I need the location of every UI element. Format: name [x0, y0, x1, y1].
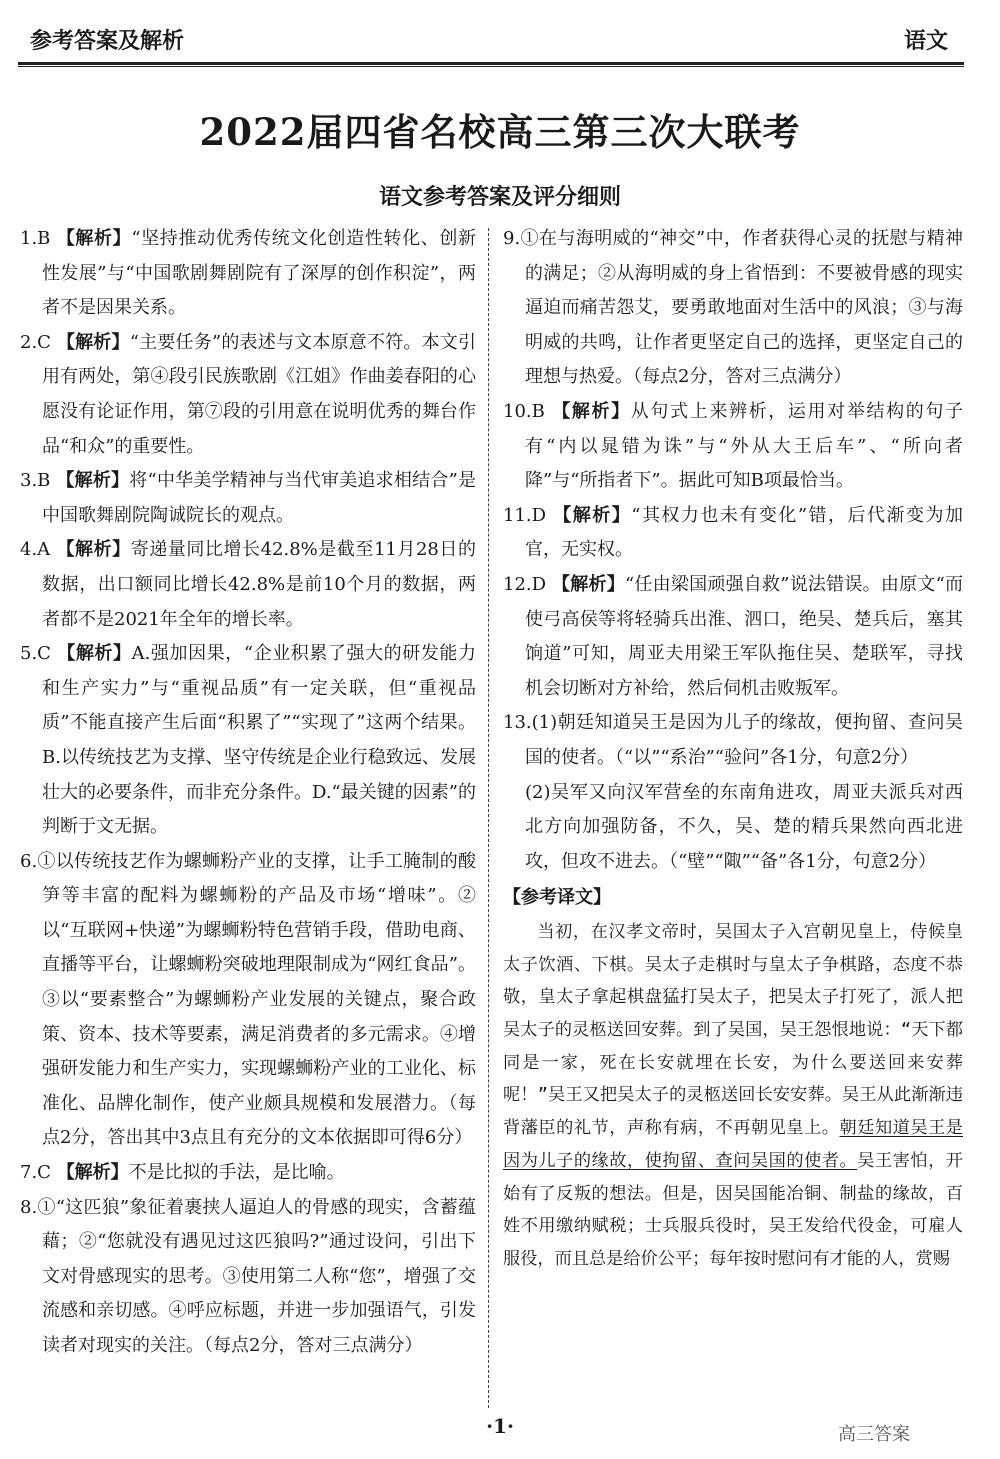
- answer-text: “任由梁国顽强自救”说法错误。由原文“而使弓高侯等将轻骑兵出淮、泗口，绝吴、楚兵后，塞其饷道”可知，周亚夫用梁王军队拖住吴、楚联军，寻找机会切断对方补给，然后伺机击败叛军。: [525, 573, 964, 699]
- watermark-text: 高三答案: [838, 1424, 910, 1445]
- left-column: [20, 222, 476, 1364]
- analysis-tag: 【解析】: [56, 539, 131, 561]
- translation-part-1: 当初，在汉孝文帝时，吴国太子入宫朝见皇上，侍候皇太子饮酒、下棋。吴太子走棋时与皇太子争棋路，态度不恭敬，皇太子拿起棋盘猛打吴太子，把吴太子打死了，派人把吴太子的灵柩送回安葬。到了吴国，吴王怨恨地说：“天下都同是一家，死在长安就埋在长安，为什么要送回来安葬呢！”吴王又把吴太子的灵柩送回长安安葬。吴王从此渐渐违背藩臣的礼节，声称有病，不再朝见皇上。: [503, 921, 963, 1139]
- answer-number: 11.D: [503, 504, 547, 526]
- answer-text: 将“中华美学精神与当代审美追求相结合”是中国歌舞剧院陶诚院长的观点。: [42, 470, 477, 526]
- analysis-tag: 【解析】: [552, 400, 631, 422]
- translation-part-2: 吴王害怕，开始有了反叛的想法。但是，因吴国能冶铜、制盐的缘故，百姓不用缴纳赋税；士兵服兵役时，吴王发给代役金，可雇人服役，而且总是给价公平；每年按时慰问有才能的人，赏赐: [503, 1150, 963, 1269]
- answer-text: 从句式上来辨析，运用对举结构的句子有“内以晁错为诛”与“外从大王后车”、“所向者降”与“所指者下”。据此可知B项最恰当。: [525, 400, 964, 492]
- analysis-tag: 【解析】: [552, 573, 625, 595]
- answer-text: 不是比拟的手法，是比喻。: [128, 1162, 345, 1184]
- header-subject-label: 语文: [903, 28, 948, 54]
- translation-underlined: 朝廷知道吴王是因为儿子的缘故，使拘留、查问吴国的使者。: [503, 1118, 963, 1171]
- answer-item-11: [503, 499, 963, 568]
- answer-text: ①“这匹狼”象征着裹挟人逼迫人的骨感的现实，含蓄蕴藉；②“您就没有遇见过这匹狼吗?”通过设问，引出下文对骨感现实的思考。③使用第二人称“您”，增强了交流感和亲切感。④呼应标题，并进一步加强语气，引发读者对现实的关注。（每点2分，答对三点满分）: [37, 1196, 476, 1356]
- answer-number: 5.C: [20, 643, 51, 665]
- analysis-tag: 【解析】: [56, 1162, 129, 1184]
- page-number: ·1·: [486, 1414, 514, 1438]
- answer-text: A.强加因果，“企业积累了强大的研发能力和生产实力”与“重视品质”有一定关联，但“重视品质”不能直接产生后面“积累了”“实现了”这两个结果。B.以传统技艺为支撑、坚守传统是企业行稳致远、发展壮大的必要条件，而非充分条件。D.“最关键的因素”的判断于文无据。: [42, 643, 477, 838]
- answer-text: (1)朝廷知道吴王是因为儿子的缘故，便拘留、查问吴国的使者。（“以”“系治”“验问”各1分，句意2分）: [525, 712, 963, 768]
- analysis-tag: 【解析】: [56, 470, 130, 492]
- answer-text: “其权力也未有变化”错，后代渐变为加官，无实权。: [525, 504, 963, 561]
- analysis-tag: 【解析】: [553, 504, 632, 526]
- answer-text: ①以传统技艺作为螺蛳粉产业的支撑，让手工腌制的酸笋等丰富的配料为螺蛳粉的产品及市场“增味”。②以“互联网+快递”为螺蛳粉特色营销手段，借助电商、直播等平台，让螺蛳粉突破地理限制成为“网红食品”。③以“要素整合”为螺蛳粉产业发展的关键点，聚合政策、资本、技术等要素，满足消费者的多元需求。④增强研发能力和生产实力，实现螺蛳粉产业的工业化、标准化、品牌化制作，使产业颇具规模和发展潜力。（每点2分，答出其中3点且有充分的文本依据即可得6分）: [37, 850, 476, 1149]
- analysis-tag: 【解析】: [56, 331, 130, 353]
- page-header: [18, 18, 964, 65]
- answer-item-6: [20, 845, 476, 1156]
- answer-item-1: [20, 222, 476, 326]
- answer-item-7: [20, 1156, 476, 1191]
- answer-item-12: [503, 568, 963, 706]
- reference-translation-text: [503, 916, 963, 1276]
- header-section-label: 参考答案及解析: [30, 28, 185, 54]
- answer-number: 10.B: [503, 400, 545, 422]
- answer-number: 7.C: [20, 1162, 51, 1184]
- answer-number: 9.: [503, 228, 521, 249]
- answer-text: 寄递量同比增长42.8%是截至11月28日的数据，出口额同比增长42.8%是前10个月的数据，两者都不是2021年全年的增长率。: [42, 539, 476, 630]
- answer-number: 3.B: [20, 470, 51, 492]
- answer-number: 2.C: [20, 331, 51, 353]
- right-column: [503, 222, 963, 1276]
- answer-item-2: [20, 326, 476, 464]
- answer-item-4: [20, 533, 476, 637]
- answer-text: ①在与海明威的“神交”中，作者获得心灵的抚慰与精神的满足；②从海明威的身上省悟到：不要被骨感的现实逼迫而痛苦怨艾，要勇敢地面对生活中的风浪；③与海明威的共鸣，让作者更坚定自己的选择，更坚定自己的理想与热爱。（每点2分，答对三点满分）: [520, 228, 963, 388]
- answer-item-3: [20, 464, 476, 533]
- answer-text: “主要任务”的表述与文本原意不符。本文引用有两处，第④段引民族歌剧《江姐》作曲姜春阳的心愿没有论证作用，第⑦段的引用意在说明优秀的舞台作品“和众”的重要性。: [42, 331, 477, 457]
- analysis-tag: 【解析】: [56, 228, 132, 249]
- answer-number: 6.: [20, 850, 38, 872]
- answer-number: 4.A: [20, 539, 51, 561]
- answer-number: 1.B: [20, 228, 51, 249]
- analysis-tag: 【解析】: [57, 643, 132, 665]
- answer-item-13-part-2: (2)吴军又向汉军营垒的东南角进攻，周亚夫派兵对西北方向加强防备，不久，吴、楚的精兵果然向西北进攻，但攻不进去。（“壁”“陬”“备”各1分，句意2分）: [525, 781, 963, 872]
- answer-item-8: [20, 1191, 476, 1364]
- answer-item-10: [503, 395, 963, 499]
- answer-text: “坚持推动优秀传统文化创造性转化、创新性发展”与“中国歌剧舞剧院有了深厚的创作积淀”，两者不是因果关系。: [42, 228, 476, 319]
- page-subtitle: 语文参考答案及评分细则: [378, 184, 621, 210]
- answer-item-5: [20, 637, 476, 845]
- answer-number: 13.: [503, 712, 532, 734]
- header-divider: [18, 66, 964, 67]
- answer-number: 12.D: [503, 573, 547, 595]
- reference-translation-heading: 【参考译文】: [503, 887, 611, 909]
- column-divider: [488, 228, 489, 1408]
- answer-item-13: [503, 706, 963, 775]
- answer-item-9: [503, 222, 963, 395]
- page-title: 2022届四省名校高三第三次大联考: [199, 110, 801, 154]
- answer-number: 8.: [20, 1196, 38, 1218]
